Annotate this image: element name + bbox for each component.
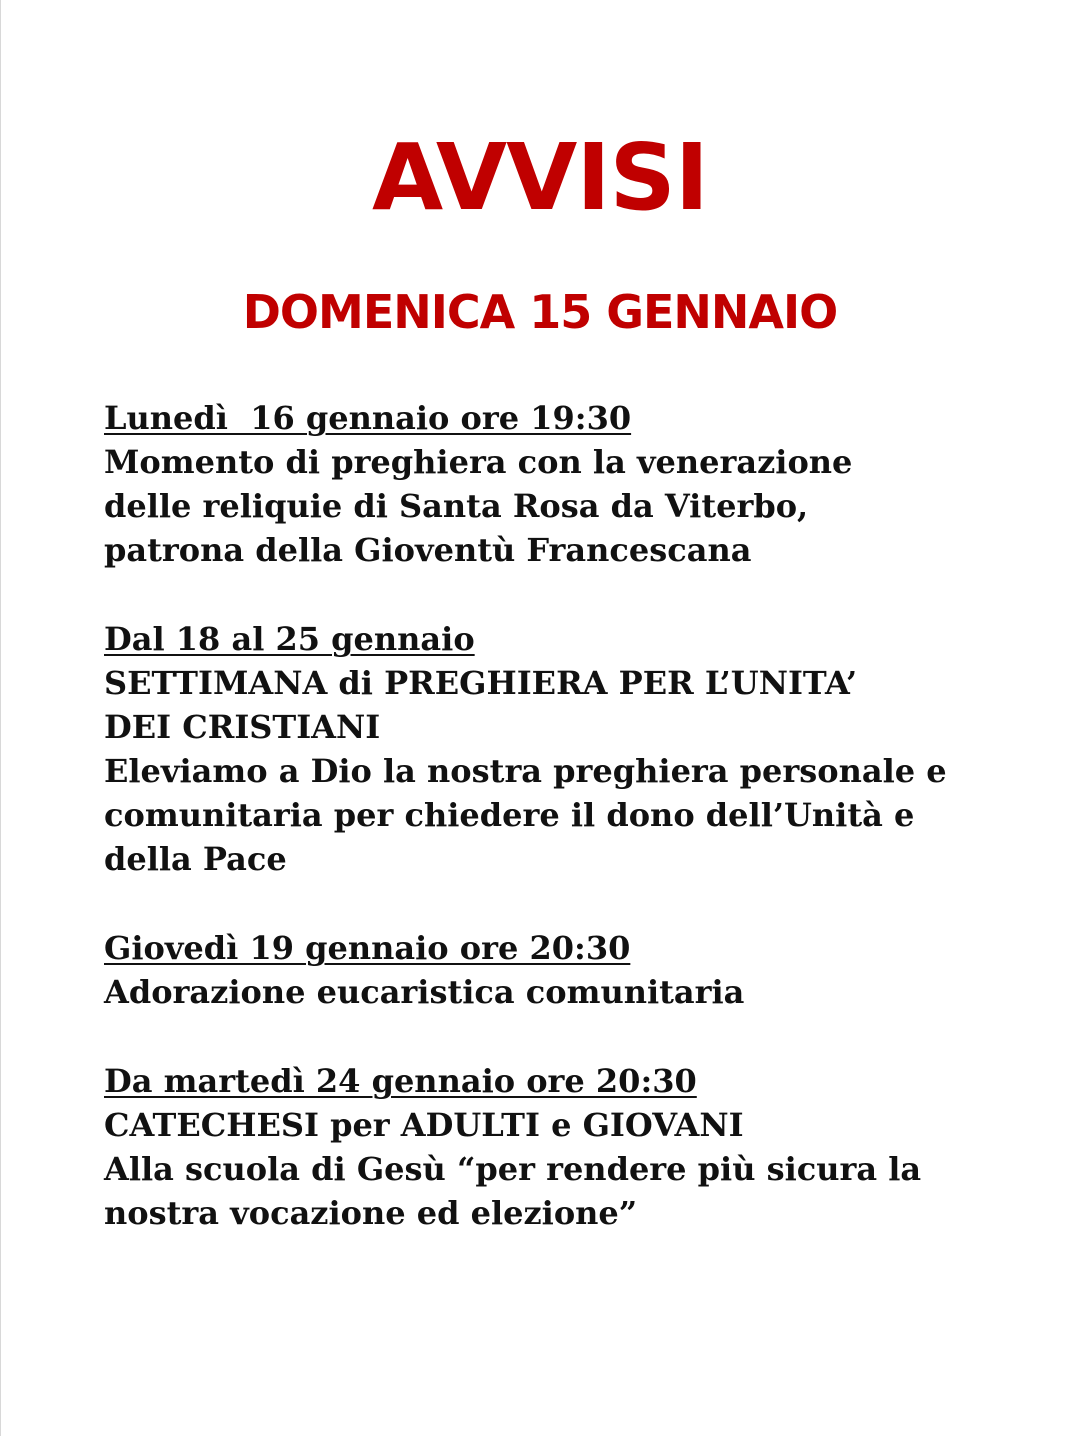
page-subtitle: DOMENICA 15 GENNAIO [242, 285, 838, 339]
notice-text-line: DEI CRISTIANI [104, 708, 381, 746]
notice-text-line: Alla scuola di Gesù “per rendere più sicura la [104, 1150, 922, 1188]
notice-text-line: comunitaria per chiedere il dono dell’Unità e [104, 796, 915, 834]
notice-text-line: SETTIMANA di PREGHIERA PER L’UNITA’ [104, 664, 858, 702]
notice-date: Dal 18 al 25 gennaio [104, 620, 475, 658]
page-title: AVVISI [371, 124, 709, 231]
notice-date: Giovedì 19 gennaio ore 20:30 [104, 929, 631, 967]
notice-list [104, 396, 1034, 1280]
notice-text-line: Adorazione eucaristica comunitaria [104, 973, 745, 1011]
notice-item [104, 1059, 1034, 1235]
notice-text-line: CATECHESI per ADULTI e GIOVANI [104, 1106, 744, 1144]
notice-text-line: della Pace [104, 840, 287, 878]
notice-text-line: delle reliquie di Santa Rosa da Viterbo, [104, 487, 809, 525]
notice-item [104, 396, 1034, 572]
notice-text-line: nostra vocazione ed elezione” [104, 1194, 638, 1232]
notice-text-line: patrona della Gioventù Francescana [104, 531, 752, 569]
notice-date: Da martedì 24 gennaio ore 20:30 [104, 1062, 697, 1100]
notice-text-line: Momento di preghiera con la venerazione [104, 443, 853, 481]
notice-date: Lunedì 16 gennaio ore 19:30 [104, 399, 632, 437]
notice-item [104, 926, 1034, 1014]
notice-text-line: Eleviamo a Dio la nostra preghiera personale e [104, 752, 947, 790]
notice-item [104, 617, 1034, 881]
